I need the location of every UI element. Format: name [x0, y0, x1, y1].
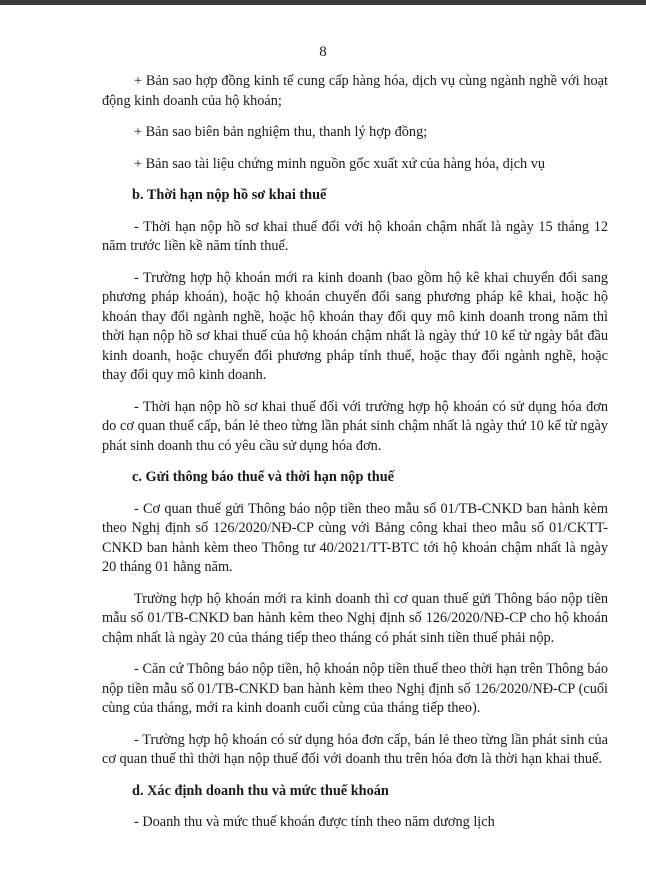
paragraph-new-business-notice: Trường hợp hộ khoán mới ra kinh doanh thì cơ quan thuế gửi Thông báo nộp tiền mẫu số 01/TB-CNKD ban hành kèm theo Nghị định số 126/2020/NĐ-CP cho hộ khoán chậm nhất là ngày 20 của tháng tiếp theo tháng có phát sinh tiền thuế phải nộp. — [102, 590, 608, 646]
paragraph-invoice-payment: - Trường hợp hộ khoán có sử dụng hóa đơn cấp, bán lẻ theo từng lần phát sinh của cơ quan thuế thì thời hạn nộp thuế đối với doanh thu trên hóa đơn là thời hạn khai thuế. — [102, 731, 608, 767]
section-heading-d: d. Xác định doanh thu và mức thuế khoán — [132, 782, 389, 799]
paragraph-invoice-deadline: - Thời hạn nộp hồ sơ khai thuế đối với trường hợp hộ khoán có sử dụng hóa đơn do cơ quan thuế cấp, bán lẻ theo từng lần phát sinh chậm nhất là ngày thứ 10 kể từ ngày phát sinh doanh thu có yêu cầu sử dụng hóa đơn. — [102, 398, 608, 454]
paragraph-acceptance-minutes: + Bản sao biên bản nghiệm thu, thanh lý hợp đồng; — [134, 124, 428, 140]
section-heading-c: c. Gửi thông báo thuế và thời hạn nộp thuế — [132, 469, 394, 485]
paragraph-revenue-calendar-year: - Doanh thu và mức thuế khoán được tính theo năm dương lịch — [134, 814, 495, 830]
section-heading-b: b. Thời hạn nộp hồ sơ khai thuế — [132, 187, 327, 203]
paragraph-origin-documents: + Bản sao tài liệu chứng minh nguồn gốc xuất xứ của hàng hóa, dịch vụ — [134, 155, 546, 172]
paragraph-payment-deadline: - Căn cứ Thông báo nộp tiền, hộ khoán nộp tiền thuế theo thời hạn trên Thông báo nộp tiền mẫu số 01/TB-CNKD ban hành kèm theo Nghị định số 126/2020/NĐ-CP (cuối cùng của tháng, mới ra kinh doanh cuối cùng của tháng tiếp theo). — [102, 661, 608, 716]
document-body — [102, 72, 608, 833]
paragraph-tax-notice: - Cơ quan thuế gửi Thông báo nộp tiền theo mẫu số 01/TB-CNKD ban hành kèm theo Nghị định số 126/2020/NĐ-CP cùng với Bảng công khai theo mẫu số 01/CKTT-CNKD ban hành kèm theo Thông tư 40/2021/TT-BTC tới hộ khoán chậm nhất là ngày 20 tháng 01 hằng năm. — [102, 500, 608, 575]
paragraph-contract-copy: + Bản sao hợp đồng kinh tế cung cấp hàng hóa, dịch vụ cùng ngành nghề với hoạt động kinh doanh của hộ khoán; — [102, 73, 608, 109]
paragraph-filing-deadline: - Thời hạn nộp hồ sơ khai thuế đối với hộ khoán chậm nhất là ngày 15 tháng 12 năm trước liền kề năm tính thuế. — [102, 218, 608, 254]
paragraph-new-business-deadline: - Trường hợp hộ khoán mới ra kinh doanh (bao gồm hộ kê khai chuyển đổi sang phương pháp khoán), hoặc hộ khoán chuyển đổi sang phương pháp kê khai, hoặc hộ khoán thay đổi ngành nghề, hoặc hộ khoán thay đổi quy mô kinh doanh trong năm thì thời hạn nộp hồ sơ khai thuế của hộ khoán chậm nhất là ngày thứ 10 kể từ ngày bắt đầu kinh doanh, hoặc chuyển đổi phương pháp tính thuế, hoặc thay đổi ngành nghề, hoặc thay đổi quy mô kinh doanh. — [102, 269, 608, 383]
page-number: 8 — [319, 44, 327, 60]
window-top-bar — [0, 0, 646, 5]
